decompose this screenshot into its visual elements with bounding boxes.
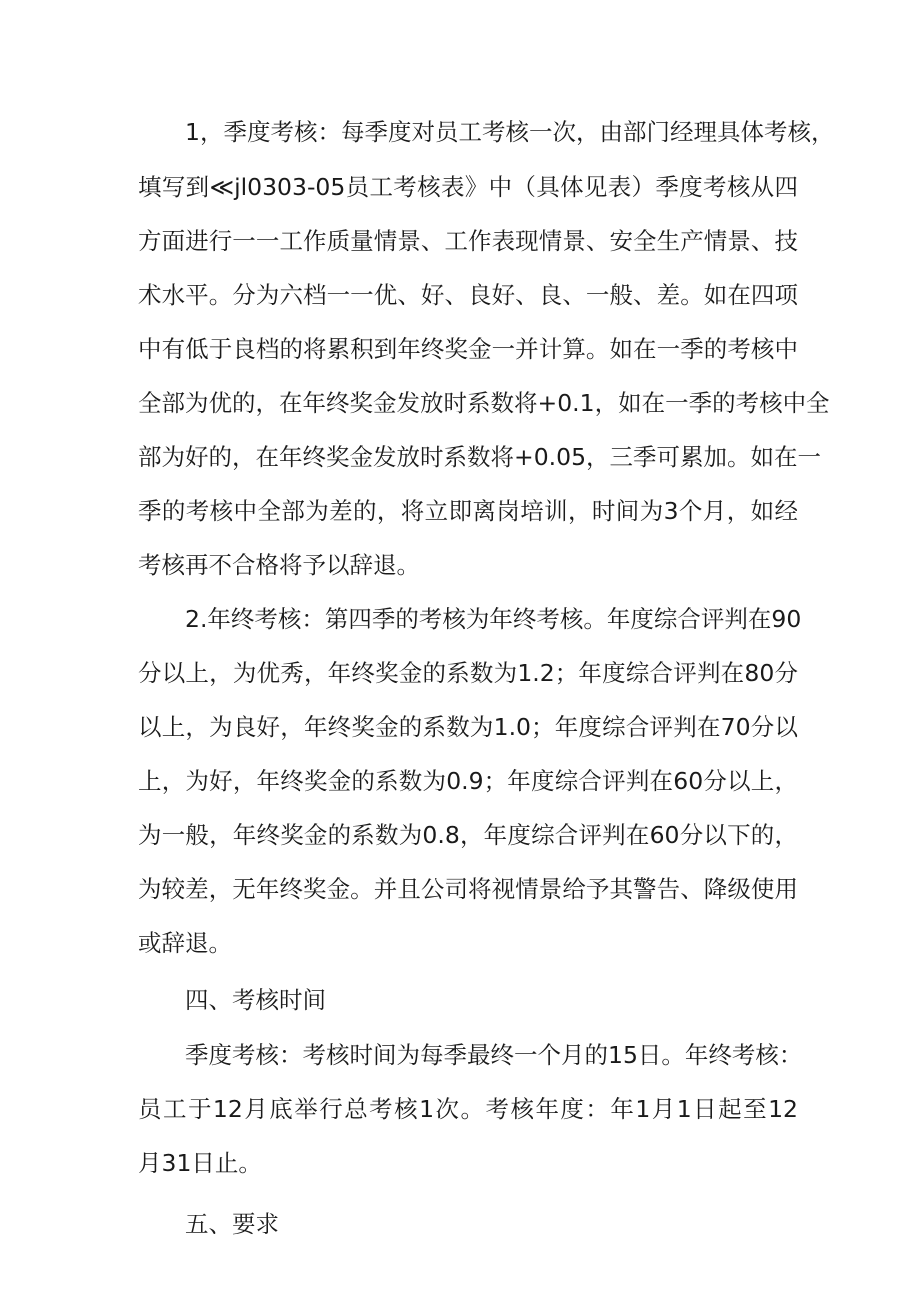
- paragraph-line: 分以上，为优秀，年终奖金的系数为1.2；年度综合评判在80分: [138, 659, 798, 687]
- paragraph-line: 月31日止。: [138, 1149, 262, 1177]
- paragraph-line: 术水平。分为六档一一优、好、良好、良、一般、差。如在四项: [138, 281, 798, 309]
- paragraph-line: 季的考核中全部为差的，将立即离岗培训，时间为3个月，如经: [138, 497, 798, 525]
- paragraph-line: 填写到≪jl0303-05员工考核表》中（具体见表）季度考核从四: [138, 173, 798, 201]
- paragraph-line: 考核再不合格将予以辞退。: [138, 551, 420, 579]
- paragraph-line: 员工于12月底举行总考核1次。考核年度：年1月1日起至12: [138, 1095, 798, 1123]
- paragraph-line: 上，为好，年终奖金的系数为0.9；年度综合评判在60分以上，: [138, 767, 798, 795]
- paragraph-line: 为较差，无年终奖金。并且公司将视情景给予其警告、降级使用: [138, 875, 798, 903]
- paragraph-line: 为一般，年终奖金的系数为0.8，年度综合评判在60分以下的，: [138, 821, 798, 849]
- paragraph-line: 或辞退。: [138, 929, 232, 957]
- section-heading-time: 四、考核时间: [185, 986, 326, 1014]
- paragraph-line: 以上，为良好，年终奖金的系数为1.0；年度综合评判在70分以: [138, 713, 798, 741]
- paragraph-line: 方面进行一一工作质量情景、工作表现情景、安全生产情景、技: [138, 227, 798, 255]
- paragraph-line: 部为好的，在年终奖金发放时系数将+0.05，三季可累加。如在一: [138, 443, 822, 471]
- paragraph-line: 1，季度考核：每季度对员工考核一次，由部门经理具体考核，: [185, 118, 835, 146]
- paragraph-line: 中有低于良档的将累积到年终奖金一并计算。如在一季的考核中: [138, 335, 798, 363]
- paragraph-line: 2.年终考核：第四季的考核为年终考核。年度综合评判在90: [185, 605, 802, 633]
- paragraph-line: 全部为优的，在年终奖金发放时系数将+0.1，如在一季的考核中全: [138, 389, 830, 417]
- section-heading-requirements: 五、要求: [185, 1210, 279, 1238]
- paragraph-line: 季度考核：考核时间为每季最终一个月的15日。年终考核：: [185, 1041, 803, 1069]
